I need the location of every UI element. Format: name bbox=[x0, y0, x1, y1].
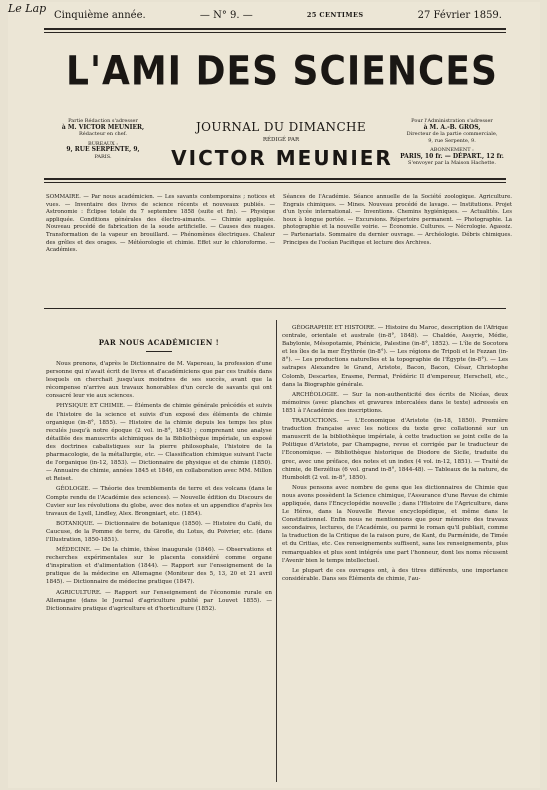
newspaper-page bbox=[8, 2, 540, 788]
editor-name: VICTOR MEUNIER bbox=[171, 146, 393, 170]
title-underline bbox=[146, 351, 172, 352]
header-rule-top bbox=[44, 28, 506, 30]
masthead-left-info: Partie Rédaction s'adresser à M. VICTOR MEUNIER, Rédacteur en chef. BUREAUX : 9, RUE SERPENTE, 9, PARIS. bbox=[61, 118, 145, 160]
article-paragraph: BOTANIQUE. — Dictionnaire de botanique (1850). — Histoire du Café, du Caucuse, de la Pomme de terre, du Girofle, du Lotus, du Poivrier, etc. (dans l'Illustration, 1850-1851). bbox=[46, 520, 272, 543]
masthead-rule-thin bbox=[44, 182, 506, 183]
summary-col-1: SOMMAIRE. — Par nous académicien. — Les savants contemporains ; notices et vues. — Inventaire des livres de science récents et nouveaux publiés. — Astronomie : Éclipse totale du 7 septembre 1858 (suite et fin). — Physique appliquée. Conditions générales des électro-aimants. — Chimie appliquée. Nouveau procédé de fabrication de la soude artificielle. — Causes des nuages. Transformation de la vapeur en brouillard. — Phénomènes électriques. Chaleur des grêles et des orages. — Météorologie et chimie. Effet sur le chloroforme. — Académies. bbox=[46, 194, 275, 254]
article-paragraph: GÉOLOGIE. — Théorie des tremblements de terre et des volcans (dans le Compte rendu de l'Académie des sciences). — Nouvelle édition du Discours de Cuvier sur les révolutions du globe, avec des notes et un appendice d'après les travaux de Lyell, Lindley, Alex. Brongniart, etc. (1854). bbox=[46, 486, 272, 517]
article-paragraph: MÉDECINE. — De la chimie, thèse inaugurale (1846). — Observations et recherches expérimentales sur le placenta considéré comme organe d'inspiration et d'alimentation (1844). — Rapport sur l'enseignement de la pratique de la médecine en Allemagne (Moniteur des 5, 13, 20 et 21 avril 1845). — Dictionnaire de médecine pratique (1847). bbox=[46, 547, 272, 586]
issue-header-line bbox=[8, 6, 540, 24]
issue-year: Cinquième année. bbox=[54, 9, 146, 21]
summary-block bbox=[46, 194, 512, 255]
issue-price: 25 CENTIMES bbox=[306, 11, 364, 19]
issue-number: — N° 9. — bbox=[199, 9, 253, 21]
masthead-right-info: Pour l'Administration s'adresser à M. A.-B. GROS, Directeur de la partie commerciale, 9, rue Serpente, 9. ABONNEMENT : PARIS, 10 fr. — DÉPART., 12 fr. S'envoyer par la Maison Hachette. bbox=[400, 118, 504, 166]
masthead-rule-bottom bbox=[44, 178, 506, 180]
article-paragraph: AGRICULTURE. — Rapport sur l'enseignement de l'économie rurale en Allemagne (dans le Journal d'agriculture publié par Louvet 1855). — Dictionnaire pratique d'agriculture et d'horticulture (1852). bbox=[46, 589, 272, 612]
article-column-1 bbox=[46, 360, 272, 784]
issue-date: 27 Février 1859. bbox=[417, 9, 502, 21]
redige-par: RÉDIGÉ PAR bbox=[262, 137, 300, 143]
article-title: PAR NOUS ACADÉMICIEN ! bbox=[98, 338, 220, 347]
article-paragraph: Le plupart de ces ouvrages ont, à des titres différents, une importance considérable. Dans ses Éléments de chimie, l'au- bbox=[282, 567, 508, 582]
column-divider bbox=[276, 320, 277, 782]
article-paragraph: TRADUCTIONS. — L'Economique d'Aristote (in-18, 1850). Première traduction française avec les notices du texte grec collationné sur un manuscrit de la bibliothèque impériale, à cette traduction se joint celle de la Politique d'Aristote, par Champagne, revue et corrigée par le traducteur de l'Economique. — Bibliothèque historique de Diodore de Sicile, traduite du grec, avec une préface, des notes et un index (4 vol. in-12, 1851). — Traité de chimie, de Berzélius (6 vol. grand in-8°, 1844-48). — Tableaux de la nature, de Humboldt (2 vol. in-8°, 1850). bbox=[282, 418, 508, 481]
article-paragraph: Nous pensons avec nombre de gens que les dictionnaires de Chimie que nous avons possèdent la Science chimique, l'Assurance d'une Revue de chimie appliquée, dans l'Encyclopédie nouvelle ; dans l'Histoire de l'Agriculture, dans Le Héros, dans la Nouvelle Revue encyclopédique, et même dans le Constitutionnel. Enfin nous ne mentionnons que pour mémoire des travaux secondaires, lectures, de l'Académie, ou parmi le roman qu'il publiait, comme la traduction de la Critique de la raison pure, de Kant, du Parménide, de Timée et du Critias, etc. Ces renseignements suffisent, sans les renseignements, plus remarquables et plus sont intégrés une part l'honneur, dont les noms récusent l'Avenir bien le temps intellectuel. bbox=[282, 484, 508, 564]
article-paragraph: PHYSIQUE ET CHIMIE. — Éléments de chimie générale précédés et suivis de l'histoire de la science et suivis d'un exposé des éléments de chimie organique (in-8°, 1855). — Histoire de la chimie depuis les temps les plus reculés jusqu'à notre époque (2 vol. in-8°, 1843) ; comprenant une analyse détaillée des manuscrits alchimiques de la Bibliothèque impériale, un exposé des doctrines cabalistiques sur la pierre philosophale, l'histoire de la pharmacologie, de la métallurgie, etc. — Classification chimique suivant l'acte de l'organique (in-12, 1853). — Dictionnaire de physique et de chimie (1850). — Annuaire de chimie, années 1845 et 1846, en collaboration avec MM. Millon et Reiset. bbox=[46, 403, 272, 483]
top-margin-note: Le Lap bbox=[8, 2, 47, 15]
article-paragraph: GÉOGRAPHIE ET HISTOIRE. — Histoire du Maroc, description de l'Afrique centrale, orientale et australe (in-8°, 1848). — Chaldée, Assyrie, Médie, Babylonie, Mésopotamie, Phénicie, Palestine (in-8°, 1852). — L'île de Socotora et les îles de la mer Érythrée (in-8°). — Les régions de Tripoli et le Fezzan (in-8°). — Les productions naturelles et la topographie de l'Égypte (in-8°). — Les satrapes Alexandre le Grand, Aristote, Bacon, Bacon, César, Christophe Colomb, Descartes, Erasme, Fermat, Frédéric II d'empereur, Herschell, etc., dans la Biographie générale. bbox=[282, 325, 508, 388]
summary-rule bbox=[44, 308, 506, 309]
summary-col-2: Séances de l'Académie. Séance annuelle de la Société zoologique. Agriculture. Engrais chimiques. — Mines. Nouveau procédé de lavage. — Institutions. Projet d'un lycée international. — Inventions. Chemins hygiéniques. — Actualités. Les houx à longue portée. — Excursions. Répertoire permanent. — Photographie. La photographie et la nouvelle voirie. — Économie. Cultures. — Nécrologie. Agassiz. — Partenariats. Sommaire du dernier ouvrage. — Archéologie. Débris chimiques. Principes de l'océan Pacifique et lecture des Archives. bbox=[283, 194, 512, 246]
article-paragraph: Nous prenons, d'après le Dictionnaire de M. Vapereau, la profession d'une personne qui n'avait écrit de livres et d'académiciens que par ces traités dans lesquels on cherchait jusqu'aux moindres de ses succès, avant que la récompense n'arrive aux travaux honorables d'un cercle de savants qui ont consacré leur vie aux sciences. bbox=[46, 361, 272, 400]
header-rule-thin bbox=[44, 32, 506, 33]
article-paragraph: ARCHÉOLOGIE. — Sur la non-authenticité des écrits de Nicéas, deux mémoires (avec planches et gravures intercalées dans le texte) adressés en 1851 à l'Académie des inscriptions. bbox=[282, 391, 508, 414]
article-column-2 bbox=[282, 324, 508, 784]
newspaper-title: L'AMI DES SCIENCES bbox=[66, 48, 498, 95]
journal-subtitle: JOURNAL DU DIMANCHE bbox=[195, 120, 367, 134]
